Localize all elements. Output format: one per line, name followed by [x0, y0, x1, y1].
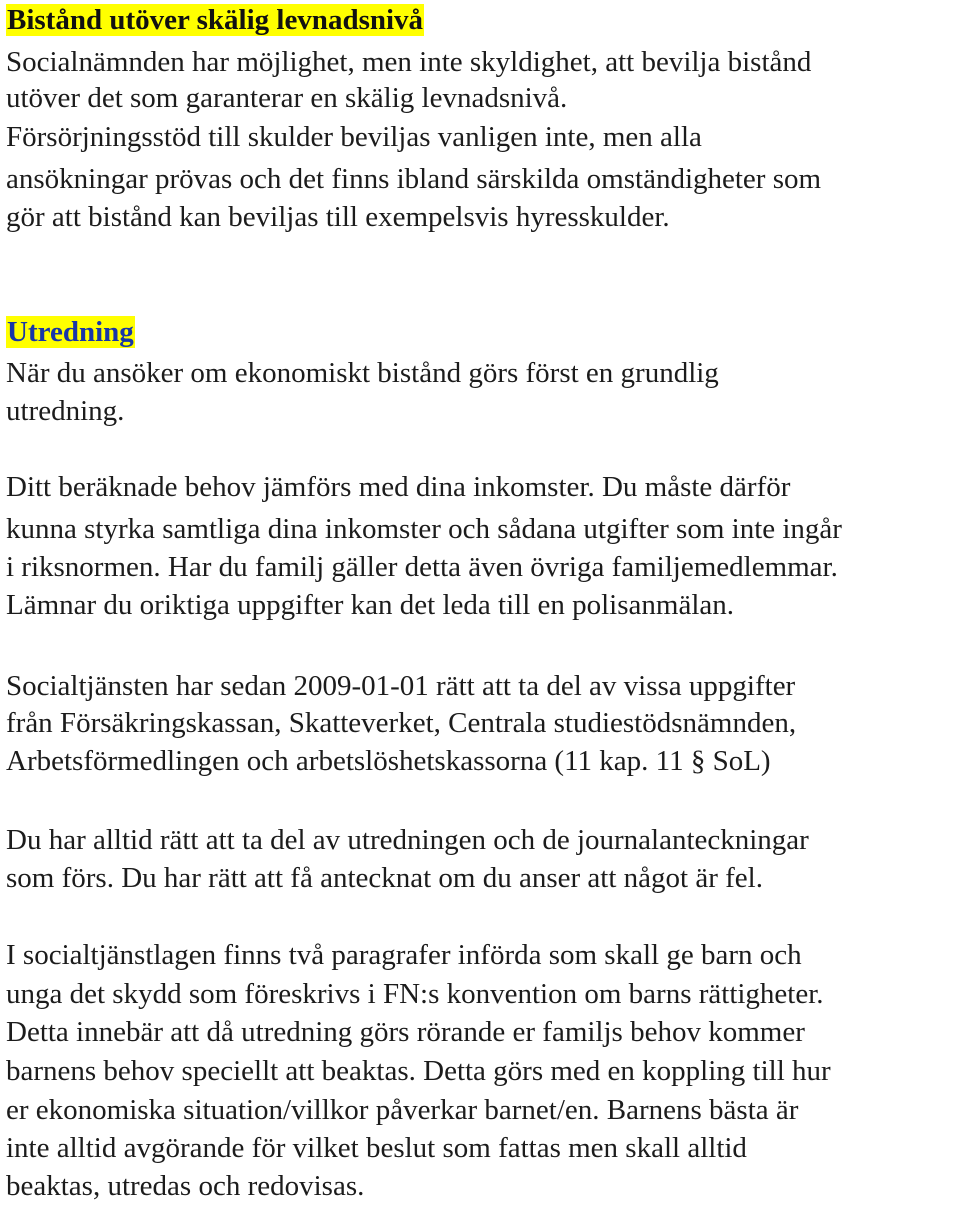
text-line: beaktas, utredas och redovisas.	[6, 1170, 365, 1202]
text-line: som förs. Du har rätt att få antecknat om du anser att något är fel.	[6, 862, 763, 894]
text-line: utöver det som garanterar en skälig levnadsnivå.	[6, 82, 568, 114]
text-line: kunna styrka samtliga dina inkomster och sådana utgifter som inte ingår	[6, 513, 842, 545]
text-line: utredning.	[6, 395, 125, 427]
text-line: Du har alltid rätt att ta del av utredningen och de journalanteckningar	[6, 824, 809, 856]
text-line: Arbetsförmedlingen och arbetslöshetskassorna (11 kap. 11 § SoL)	[6, 745, 771, 777]
text-line: Detta innebär att då utredning görs rörande er familjs behov kommer	[6, 1016, 805, 1048]
text-line: unga det skydd som föreskrivs i FN:s konvention om barns rättigheter.	[6, 978, 824, 1010]
text-line: I socialtjänstlagen finns två paragrafer införda som skall ge barn och	[6, 939, 802, 971]
text-line: Ditt beräknade behov jämförs med dina inkomster. Du måste därför	[6, 471, 791, 503]
text-line: Försörjningsstöd till skulder beviljas vanligen inte, men alla	[6, 121, 702, 153]
heading-text: Bistånd utöver skälig levnadsnivå	[7, 4, 424, 36]
text-line: Socialtjänsten har sedan 2009-01-01 rätt att ta del av vissa uppgifter	[6, 670, 796, 702]
text-line: gör att bistånd kan beviljas till exempelsvis hyresskulder.	[6, 201, 670, 233]
text-line: barnens behov speciellt att beaktas. Detta görs med en koppling till hur	[6, 1055, 831, 1087]
section-heading-bistand	[6, 2, 424, 38]
heading-text: Utredning	[7, 316, 134, 348]
text-line: inte alltid avgörande för vilket beslut som fattas men skall alltid	[6, 1132, 747, 1164]
text-line: ansökningar prövas och det finns ibland särskilda omständigheter som	[6, 163, 822, 195]
text-line: Socialnämnden har möjlighet, men inte skyldighet, att bevilja bistånd	[6, 46, 812, 78]
text-line: från Försäkringskassan, Skatteverket, Centrala studiestödsnämnden,	[6, 707, 797, 739]
text-line: Lämnar du oriktiga uppgifter kan det leda till en polisanmälan.	[6, 589, 735, 621]
text-line: i riksnormen. Har du familj gäller detta även övriga familjemedlemmar.	[6, 551, 838, 583]
text-line: När du ansöker om ekonomiskt bistånd görs först en grundlig	[6, 357, 719, 389]
text-line: er ekonomiska situation/villkor påverkar barnet/en. Barnens bästa är	[6, 1094, 799, 1126]
section-heading-utredning	[6, 314, 135, 350]
